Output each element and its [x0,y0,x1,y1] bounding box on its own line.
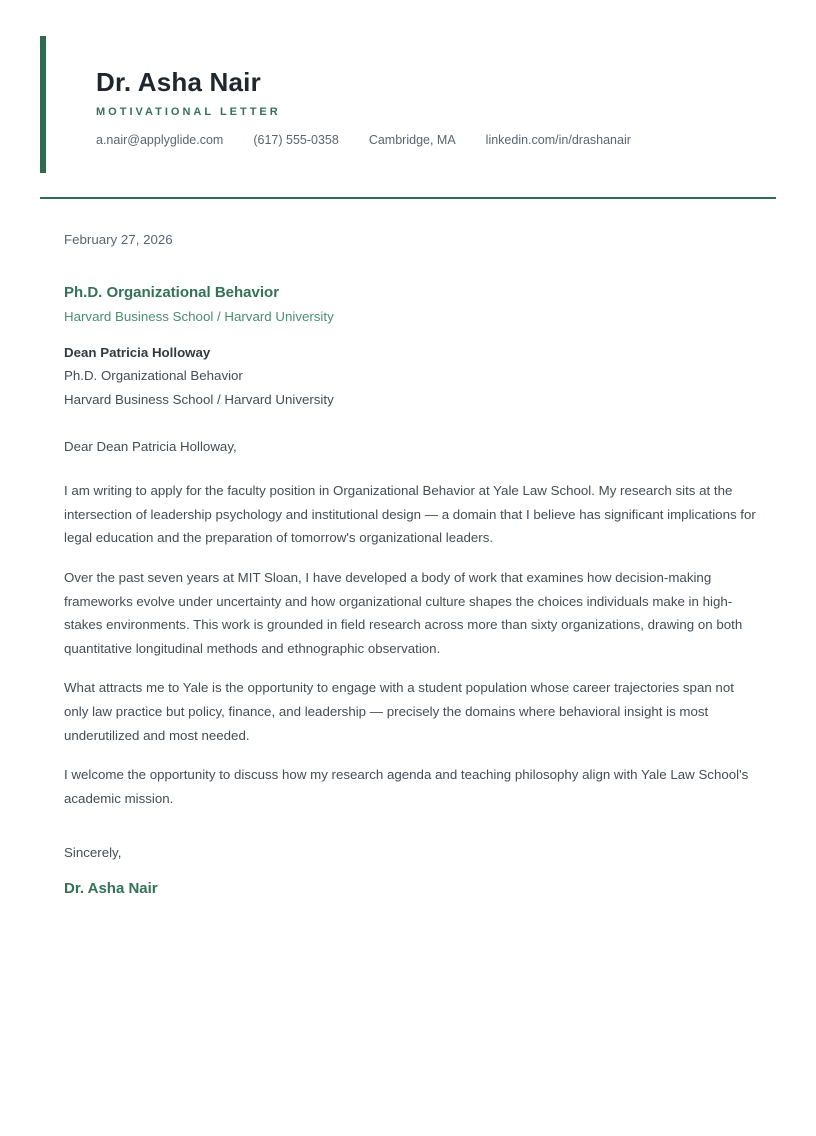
recipient-position: Ph.D. Organizational Behavior [64,368,243,384]
recipient-institution-heading: Harvard Business School / Harvard University [64,309,334,324]
recipient-position-heading: Ph.D. Organizational Behavior [64,284,280,301]
document-type-label: MOTIVATIONAL LETTER [96,106,281,118]
paragraph-intro: I am writing to apply for the faculty position in Organizational Behavior at Yale Law School. My research sits at the intersection of leadership psychology and institutional design — a domain that I believe has significant implications for legal education and the preparation of tomorrow's organizational leaders. [64,483,756,546]
letter-body [40,199,776,899]
contact-row [96,132,776,149]
contact-location: Cambridge, MA [368,133,456,147]
recipient-name: Dean Patricia Holloway [64,345,211,360]
paragraph-research: Over the past seven years at MIT Sloan, I have developed a body of work that examines how decision-making frameworks evolve under uncertainty and how organizational culture shapes the choices individuals make in high-stakes environments. This work is grounded in field research across more than sixty organizations, drawing on both quantitative longitudinal methods and ethnographic observation. [64,569,743,656]
contact-phone: (617) 555-0358 [253,133,339,147]
contact-linkedin: linkedin.com/in/drashanair [485,133,631,147]
recipient-address-block [64,341,756,411]
closing: Sincerely, [64,845,122,861]
signature-name: Dr. Asha Nair [64,880,158,898]
salutation: Dear Dean Patricia Holloway, [64,438,237,454]
paragraph-conclusion: I welcome the opportunity to discuss how my research agenda and teaching philosophy align with Yale Law School's academic mission. [64,767,749,806]
letter-header [40,36,776,173]
letter-date: February 27, 2026 [64,232,173,247]
contact-email: a.nair@applyglide.com [96,133,224,147]
applicant-name: Dr. Asha Nair [96,67,261,97]
paragraph-motivation: What attracts me to Yale is the opportunity to engage with a student population whose career trajectories span not only law practice but policy, finance, and leadership — precisely the domains where behavioral insight is most underutilized and most needed. [64,680,734,743]
recipient-institution: Harvard Business School / Harvard University [64,391,334,407]
letter-page [0,36,816,1136]
